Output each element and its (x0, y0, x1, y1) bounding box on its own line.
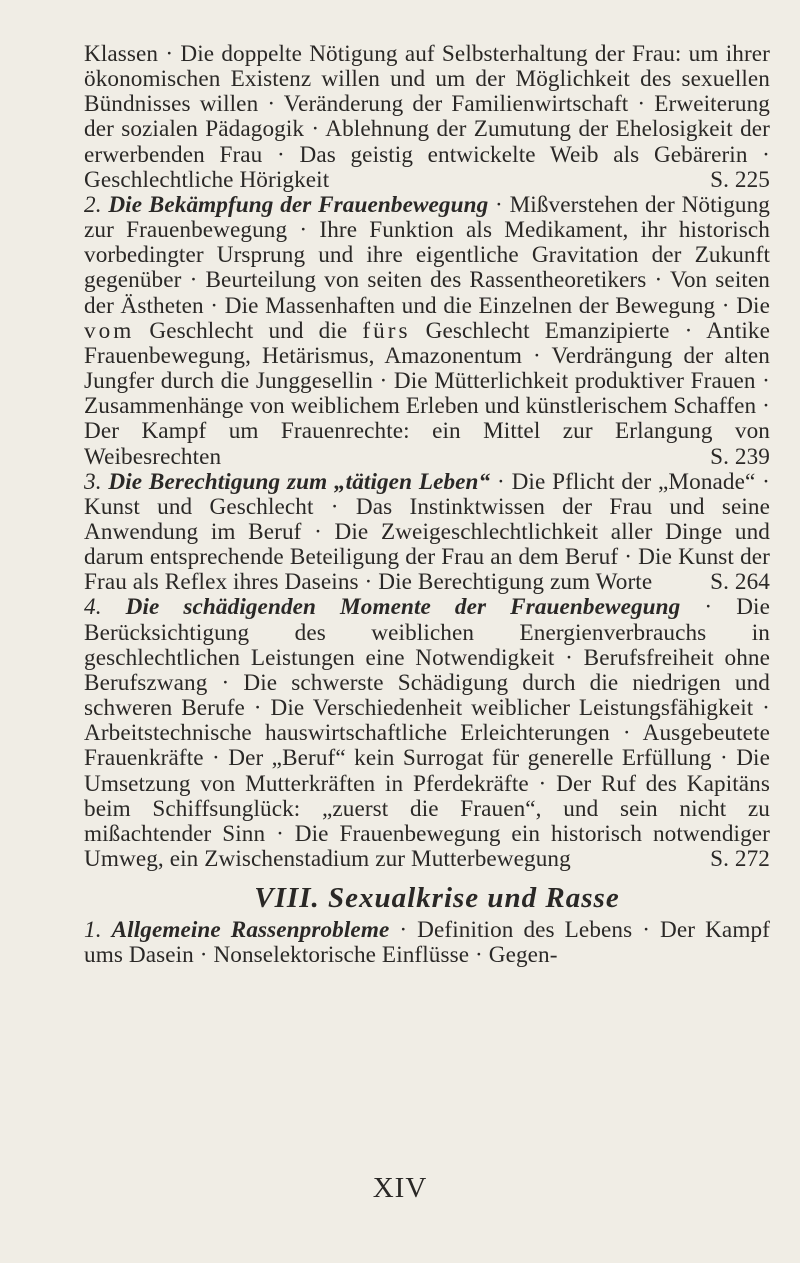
spaced-word-fuers: fürs (362, 317, 411, 344)
section-number: 1. (84, 917, 102, 944)
chapter-heading: VIII. Sexualkrise und Rasse (254, 882, 620, 915)
spaced-word-vom: vom (84, 317, 135, 344)
page-number: S. 239 (710, 443, 770, 470)
section-text-b: Geschlecht und die (149, 317, 348, 344)
toc-entry-intro (84, 42, 770, 193)
toc-entry-section-2 (84, 193, 770, 470)
intro-text: Klassen · Die doppelte Nötigung auf Selbsterhaltung der Frau: um ihrer ökonomischen Existenz willen und um der Möglichkeit des sexuellen Bündnisses willen · Veränderung der Familienwirtschaft · Erweiterung der sozialen Pädagogik · Ablehnung der Zumutung der Ehelosigkeit der erwerbenden Frau · Das geistig entwickelte Weib als Gebärerin · Geschlechtliche Hörigkeit (84, 41, 770, 193)
toc-entry-chapter-8-section-1 (84, 918, 770, 968)
section-number: 2. (84, 191, 102, 218)
page-number: S. 264 (710, 569, 770, 596)
section-title: Allgemeine Rassenprobleme (111, 917, 390, 944)
toc-entry-section-3 (84, 470, 770, 596)
page-number: S. 272 (710, 846, 770, 872)
page-folio: XIV (372, 1172, 428, 1204)
section-number: 4. (84, 594, 102, 621)
title-separator: · (389, 917, 418, 944)
toc-entry-section-4 (84, 595, 770, 872)
section-title: Die schädigenden Momente der Frauenbewegung (125, 594, 681, 621)
section-title: Die Berechtigung zum „tätigen Leben“ (108, 468, 491, 495)
section-text-a: Mißverstehen der Nötigung zur Frauenbewegung · Ihre Funktion als Medikament, ihr historisch vorbedingter Ursprung und ihre eigentliche Gravitation der Zukunft gegenüber · Beurteilung von seiten des Rassentheoretikers · Von seiten der Ästheten · Die Massenhaften und die Einzelnen der Bewegung · Die (84, 191, 770, 319)
title-separator: · (490, 468, 512, 495)
book-page (84, 42, 770, 968)
section-text: Die Pflicht der „Monade“ · Kunst und Geschlecht · Das Instinktwissen der Frau und seine Anwendung im Beruf · Die Zweigeschlechtlichkeit aller Dinge und darum entsprechende Beteiligung der Frau an dem Beruf · Die Kunst der Frau als Reflex ihres Daseins · Die Berechtigung zum Worte (84, 468, 770, 596)
title-separator: · (488, 191, 510, 218)
section-number: 3. (84, 468, 102, 495)
page-number-intro: S. 225 (710, 166, 770, 193)
title-separator: · (680, 594, 737, 621)
section-text: Definition des Lebens · Der Kampf ums Dasein · Nonselektorische Einflüsse · Gegen- (84, 917, 770, 969)
section-title: Die Bekämpfung der Frauenbewegung (108, 191, 489, 218)
section-text: Die Berücksichtigung des weiblichen Energienverbrauchs in geschlechtlichen Leistungen eine Notwendigkeit · Berufsfreiheit ohne Berufszwang · Die schwerste Schädigung durch die niedrigen und schweren Berufe · Die Verschiedenheit weiblicher Leistungsfähigkeit · Arbeitstechnische hauswirtschaftliche Erleichterungen · Ausgebeutete Frauenkräfte · Der „Beruf“ kein Surrogat für generelle Erfüllung · Die Umsetzung von Mutterkräften in Pferdekräfte · Der Ruf des Kapitäns beim Schiffsunglück: „zuerst die Frauen“, und sein nicht zu mißachtender Sinn · Die Frauenbewegung ein historisch notwendiger Umweg, ein Zwischenstadium zur Mutterbewegung (84, 594, 770, 872)
section-text-c: Geschlecht Emanzipierte · Antike Frauenbewegung, Hetärismus, Amazonentum · Verdrängung der alten Jungfer durch die Junggesellin · Die Mütterlichkeit produktiver Frauen · Zusammenhänge von weiblichem Erleben und künstlerischem Schaffen · Der Kampf um Frauenrechte: ein Mittel zur Erlangung von Weibesrechten (84, 317, 770, 470)
